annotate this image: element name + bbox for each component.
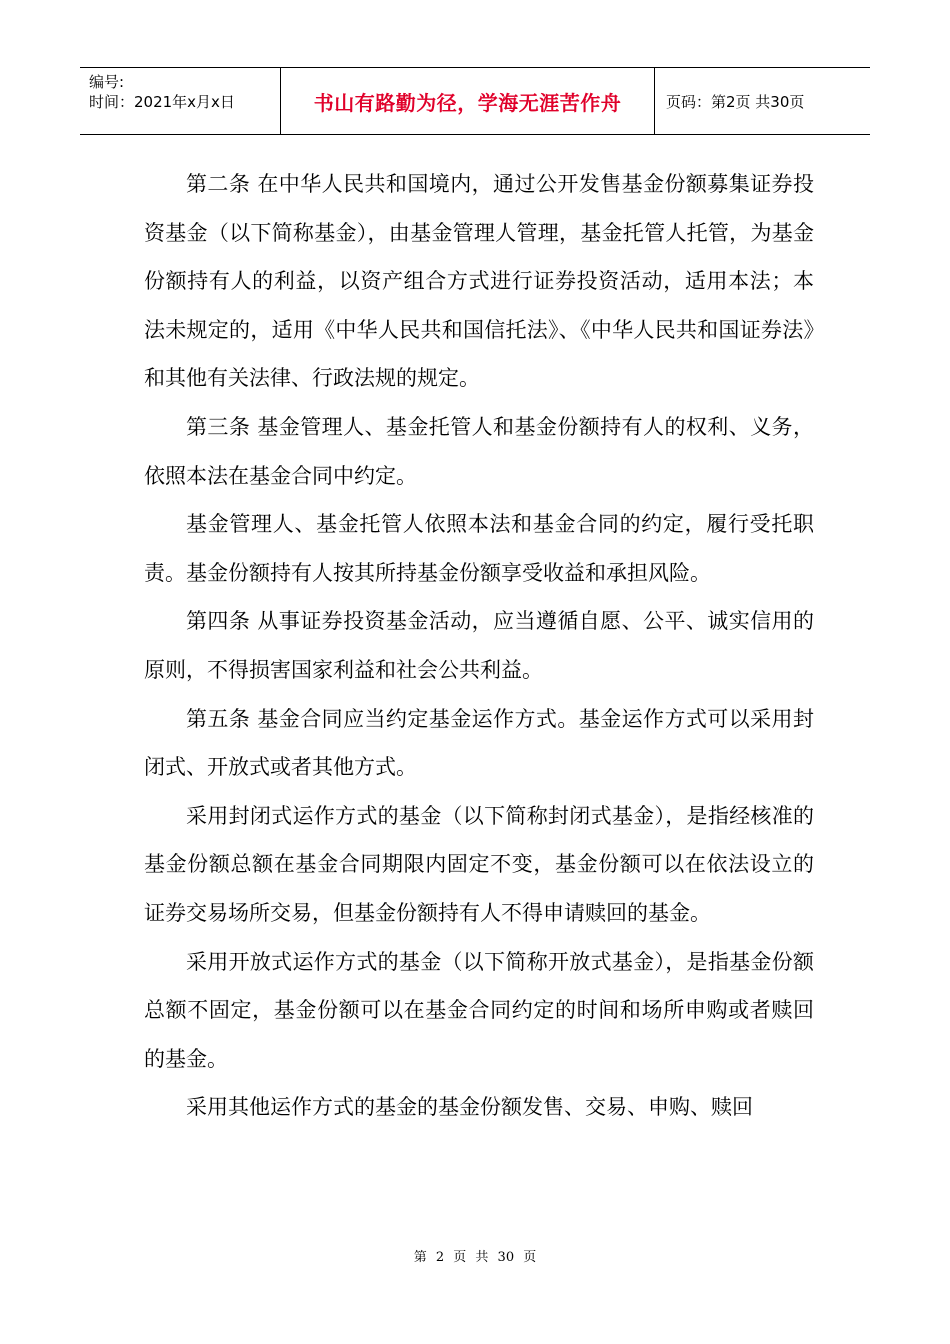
paragraph-article-4: 第四条 从事证券投资基金活动，应当遵循自愿、公平、诚实信用的原则，不得损害国家利益和社会公共利益。 — [144, 609, 814, 682]
number-label: 编号: — [89, 73, 125, 91]
header-page-info: 页码：第2页 共30页 — [666, 92, 805, 111]
paragraph-article-2: 第二条 在中华人民共和国境内，通过公开发售基金份额募集证券投资基金（以下简称基金），由基金管理人管理，基金托管人托管，为基金份额持有人的利益，以资产组合方式进行证券投资活动，适用本法；本法未规定的，适用《中华人民共和国信托法》、《中华人民共和国证券法》和其他有关法律、行政法规的规定。 — [144, 172, 814, 391]
paragraph-fiduciary-duties: 基金管理人、基金托管人依照本法和基金合同的约定，履行受托职责。基金份额持有人按其所持基金份额享受收益和承担风险。 — [144, 512, 814, 585]
paragraph-article-5: 第五条 基金合同应当约定基金运作方式。基金运作方式可以采用封闭式、开放式或者其他方式。 — [144, 706, 814, 780]
header-meta — [80, 68, 281, 134]
paragraph-open-end-fund: 采用开放式运作方式的基金（以下简称开放式基金），是指基金份额总额不固定，基金份额可以在基金合同约定的时间和场所申购或者赎回的基金。 — [144, 949, 814, 1071]
header-motto: 书山有路勤为径，学海无涯苦作舟 — [281, 68, 655, 134]
paragraph-closed-end-fund: 采用封闭式运作方式的基金（以下简称封闭式基金），是指经核准的基金份额总额在基金合同期限内固定不变，基金份额可以在依法设立的证券交易场所交易，但基金份额持有人不得申请赎回的基金。 — [144, 803, 814, 925]
paragraph-other-fund: 采用其他运作方式的基金的基金份额发售、交易、申购、赎回 — [186, 1095, 753, 1120]
paragraph-article-3: 第三条 基金管理人、基金托管人和基金份额持有人的权利、义务，依照本法在基金合同中约定。 — [144, 414, 814, 488]
page-footer: 第 2 页 共 30 页 — [413, 1250, 537, 1265]
document-body — [144, 160, 814, 1132]
page-header — [80, 67, 870, 135]
date-label: 时间：2021年x月x日 — [89, 93, 235, 111]
